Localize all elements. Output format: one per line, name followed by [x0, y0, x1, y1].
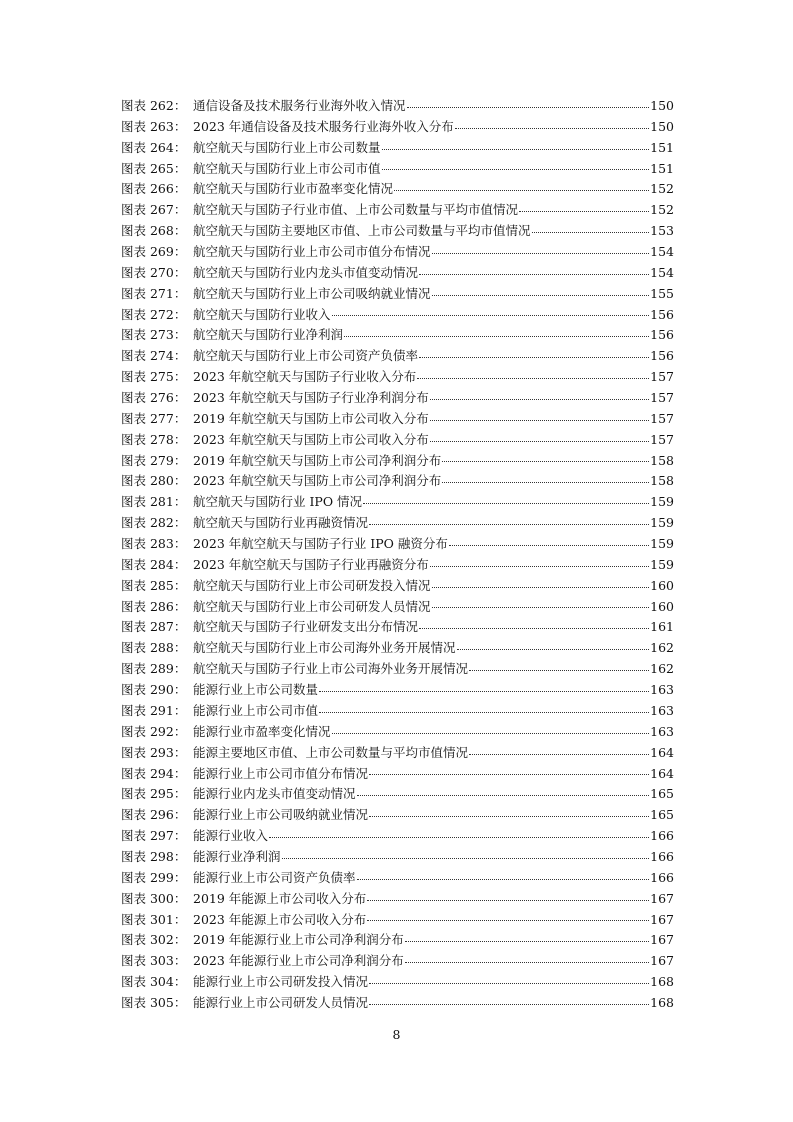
toc-entry-page: 157: [650, 390, 674, 406]
dot-leader: [532, 232, 650, 233]
toc-entry-title: 航空航天与国防行业收入: [193, 306, 331, 322]
toc-entry-label: 图表 288：: [121, 640, 187, 656]
toc-entry-label: 图表 272：: [121, 306, 187, 322]
toc-entry-title: 航空航天与国防子行业研发支出分布情况: [193, 619, 419, 635]
toc-entry-title: 2023 年通信设备及技术服务行业海外收入分布: [193, 118, 454, 134]
toc-entry-page: 162: [650, 661, 674, 677]
toc-entry[interactable]: [121, 764, 674, 785]
dot-leader: [430, 566, 649, 567]
toc-entry[interactable]: [121, 993, 674, 1014]
toc-entry[interactable]: [121, 284, 674, 305]
toc-entry-page: 168: [650, 974, 674, 990]
toc-entry-title: 航空航天与国防行业上市公司研发投入情况: [193, 577, 431, 593]
toc-entry[interactable]: [121, 513, 674, 534]
toc-entry[interactable]: [121, 325, 674, 346]
toc-entry-page: 156: [650, 306, 674, 322]
toc-entry-page: 166: [650, 869, 674, 885]
dot-leader: [419, 628, 649, 629]
toc-entry-page: 156: [650, 348, 674, 364]
toc-entry-label: 图表 264：: [121, 139, 187, 155]
toc-entry[interactable]: [121, 910, 674, 931]
toc-entry[interactable]: [121, 576, 674, 597]
toc-entry-title: 能源行业内龙头市值变动情况: [193, 786, 356, 802]
toc-entry[interactable]: [121, 659, 674, 680]
toc-entry-title: 2023 年航空航天与国防上市公司收入分布: [193, 431, 429, 447]
dot-leader: [457, 649, 650, 650]
toc-entry-page: 163: [650, 723, 674, 739]
toc-entry-title: 通信设备及技术服务行业海外收入情况: [193, 98, 406, 113]
toc-entry-page: 159: [650, 556, 674, 572]
dot-leader: [405, 962, 649, 963]
dot-leader: [432, 587, 650, 588]
toc-entry[interactable]: [121, 555, 674, 576]
toc-entry-page: 159: [650, 515, 674, 531]
toc-entry-label: 图表 277：: [121, 410, 187, 426]
table-of-figures: [121, 96, 674, 1014]
toc-entry-label: 图表 304：: [121, 974, 187, 990]
toc-entry-page: 154: [650, 244, 674, 260]
toc-entry-page: 157: [650, 431, 674, 447]
toc-entry-page: 158: [650, 452, 674, 468]
toc-entry-label: 图表 263：: [121, 118, 187, 134]
toc-entry-title: 能源行业上市公司研发人员情况: [193, 994, 369, 1010]
toc-entry-title: 2019 年航空航天与国防上市公司收入分布: [193, 410, 429, 426]
dot-leader: [432, 607, 650, 608]
toc-entry[interactable]: [121, 889, 674, 910]
toc-entry-title: 能源行业上市公司研发投入情况: [193, 974, 369, 990]
toc-entry-page: 160: [650, 598, 674, 614]
toc-entry[interactable]: [121, 951, 674, 972]
toc-entry-page: 166: [650, 848, 674, 864]
toc-entry-page: 165: [650, 786, 674, 802]
dot-leader: [449, 545, 649, 546]
toc-entry[interactable]: [121, 305, 674, 326]
toc-entry-title: 2019 年能源行业上市公司净利润分布: [193, 932, 404, 948]
toc-entry-label: 图表 299：: [121, 869, 187, 885]
toc-entry-page: 152: [650, 181, 674, 197]
toc-entry-page: 165: [650, 807, 674, 823]
toc-entry-label: 图表 287：: [121, 619, 187, 635]
toc-entry-label: 图表 292：: [121, 723, 187, 739]
toc-entry[interactable]: [121, 492, 674, 513]
toc-entry-title: 2023 年航空航天与国防子行业再融资分布: [193, 556, 429, 572]
toc-entry-title: 能源主要地区市值、上市公司数量与平均市值情况: [193, 744, 469, 760]
dot-leader: [405, 941, 649, 942]
dot-leader: [269, 837, 649, 838]
toc-entry-title: 能源行业上市公司资产负债率: [193, 869, 356, 885]
toc-entry[interactable]: [121, 96, 674, 117]
dot-leader: [344, 336, 649, 337]
toc-entry-title: 能源行业市盈率变化情况: [193, 723, 331, 739]
toc-entry-page: 167: [650, 890, 674, 906]
toc-entry-title: 2023 年航空航天与国防子行业收入分布: [193, 369, 417, 385]
toc-entry[interactable]: [121, 159, 674, 180]
dot-leader: [332, 733, 650, 734]
toc-entry-label: 图表 280：: [121, 473, 187, 489]
toc-entry-title: 航空航天与国防行业市盈率变化情况: [193, 181, 394, 197]
toc-entry-title: 能源行业上市公司吸纳就业情况: [193, 807, 369, 823]
toc-entry[interactable]: [121, 221, 674, 242]
dot-leader: [367, 900, 649, 901]
dot-leader: [332, 315, 650, 316]
toc-entry-page: 158: [650, 473, 674, 489]
toc-entry-page: 151: [650, 139, 674, 155]
dot-leader: [369, 524, 649, 525]
toc-entry-title: 2023 年航空航天与国防上市公司净利润分布: [193, 473, 442, 489]
toc-entry-title: 航空航天与国防行业上市公司资产负债率: [193, 348, 419, 364]
toc-entry-title: 航空航天与国防行业上市公司市值分布情况: [193, 244, 431, 260]
toc-entry-label: 图表 303：: [121, 953, 187, 969]
toc-entry-page: 150: [650, 98, 674, 113]
toc-entry-label: 图表 276：: [121, 390, 187, 406]
dot-leader: [469, 670, 649, 671]
dot-leader: [442, 461, 649, 462]
toc-entry-title: 航空航天与国防主要地区市值、上市公司数量与平均市值情况: [193, 223, 531, 239]
toc-entry-label: 图表 293：: [121, 744, 187, 760]
toc-entry-title: 航空航天与国防行业 IPO 情况: [193, 494, 363, 510]
dot-leader: [430, 420, 649, 421]
toc-entry[interactable]: [121, 972, 674, 993]
toc-entry-label: 图表 268：: [121, 223, 187, 239]
toc-entry-page: 164: [650, 765, 674, 781]
toc-entry-label: 图表 273：: [121, 327, 187, 343]
dot-leader: [455, 128, 649, 129]
toc-entry[interactable]: [121, 701, 674, 722]
dot-leader: [419, 274, 649, 275]
toc-entry-page: 166: [650, 828, 674, 844]
toc-entry-page: 151: [650, 160, 674, 176]
dot-leader: [319, 691, 649, 692]
toc-entry-page: 154: [650, 264, 674, 280]
toc-entry[interactable]: [121, 138, 674, 159]
toc-entry-label: 图表 274：: [121, 348, 187, 364]
dot-leader: [417, 378, 649, 379]
toc-entry[interactable]: [121, 805, 674, 826]
dot-leader: [363, 503, 649, 504]
toc-entry-title: 航空航天与国防行业上市公司海外业务开展情况: [193, 640, 456, 656]
toc-entry[interactable]: [121, 430, 674, 451]
dot-leader: [367, 920, 649, 921]
toc-entry-title: 航空航天与国防行业上市公司研发人员情况: [193, 598, 431, 614]
toc-entry-title: 2019 年航空航天与国防上市公司净利润分布: [193, 452, 442, 468]
toc-entry[interactable]: [121, 534, 674, 555]
toc-entry-title: 2023 年航空航天与国防子行业净利润分布: [193, 390, 429, 406]
toc-entry-page: 163: [650, 702, 674, 718]
toc-entry-label: 图表 295：: [121, 786, 187, 802]
toc-entry-title: 能源行业上市公司市值分布情况: [193, 765, 369, 781]
dot-leader: [382, 169, 650, 170]
toc-entry[interactable]: [121, 367, 674, 388]
toc-entry[interactable]: [121, 346, 674, 367]
toc-entry-page: 150: [650, 118, 674, 134]
toc-entry[interactable]: [121, 179, 674, 200]
toc-entry-label: 图表 298：: [121, 848, 187, 864]
toc-entry-label: 图表 269：: [121, 244, 187, 260]
toc-entry-page: 157: [650, 410, 674, 426]
toc-entry-title: 2023 年航空航天与国防子行业 IPO 融资分布: [193, 536, 448, 552]
toc-entry-page: 167: [650, 932, 674, 948]
toc-entry[interactable]: [121, 743, 674, 764]
dot-leader: [369, 774, 649, 775]
dot-leader: [394, 190, 649, 191]
toc-entry-page: 160: [650, 577, 674, 593]
toc-entry-title: 航空航天与国防子行业市值、上市公司数量与平均市值情况: [193, 202, 519, 218]
toc-entry-label: 图表 278：: [121, 431, 187, 447]
toc-entry[interactable]: [121, 200, 674, 221]
dot-leader: [442, 482, 649, 483]
toc-entry-label: 图表 270：: [121, 264, 187, 280]
toc-entry-page: 161: [650, 619, 674, 635]
dot-leader: [369, 1004, 649, 1005]
toc-entry-label: 图表 275：: [121, 369, 187, 385]
toc-entry[interactable]: [121, 409, 674, 430]
dot-leader: [319, 712, 649, 713]
dot-leader: [369, 983, 649, 984]
toc-entry-title: 能源行业收入: [193, 828, 269, 844]
dot-leader: [469, 754, 649, 755]
toc-entry-label: 图表 282：: [121, 515, 187, 531]
toc-entry[interactable]: [121, 471, 674, 492]
toc-entry-title: 2019 年能源上市公司收入分布: [193, 890, 367, 906]
toc-entry[interactable]: [121, 868, 674, 889]
toc-entry-title: 2023 年能源上市公司收入分布: [193, 911, 367, 927]
toc-entry-label: 图表 271：: [121, 285, 187, 301]
dot-leader: [369, 816, 649, 817]
toc-entry-page: 167: [650, 911, 674, 927]
toc-entry-title: 航空航天与国防行业再融资情况: [193, 515, 369, 531]
toc-entry-title: 航空航天与国防行业内龙头市值变动情况: [193, 264, 419, 280]
dot-leader: [432, 253, 650, 254]
toc-entry-label: 图表 301：: [121, 911, 187, 927]
toc-entry-label: 图表 286：: [121, 598, 187, 614]
dot-leader: [430, 399, 649, 400]
toc-entry-page: 167: [650, 953, 674, 969]
toc-entry-page: 156: [650, 327, 674, 343]
toc-entry-label: 图表 305：: [121, 994, 187, 1010]
toc-entry-page: 164: [650, 744, 674, 760]
toc-entry-title: 能源行业上市公司市值: [193, 702, 319, 718]
toc-entry[interactable]: [121, 826, 674, 847]
toc-entry-page: 152: [650, 202, 674, 218]
toc-entry[interactable]: [121, 242, 674, 263]
page-number: 8: [392, 1027, 401, 1042]
toc-entry-label: 图表 266：: [121, 181, 187, 197]
toc-entry[interactable]: [121, 722, 674, 743]
toc-entry[interactable]: [121, 638, 674, 659]
dot-leader: [430, 441, 649, 442]
toc-entry-label: 图表 289：: [121, 661, 187, 677]
dot-leader: [419, 357, 649, 358]
toc-entry-label: 图表 279：: [121, 452, 187, 468]
toc-entry[interactable]: [121, 597, 674, 618]
toc-entry-page: 163: [650, 682, 674, 698]
dot-leader: [282, 858, 650, 859]
toc-entry-page: 157: [650, 369, 674, 385]
toc-entry-title: 航空航天与国防行业上市公司数量: [193, 139, 381, 155]
toc-entry-label: 图表 262：: [121, 98, 187, 113]
toc-entry[interactable]: [121, 784, 674, 805]
toc-entry[interactable]: [121, 930, 674, 951]
toc-entry-page: 159: [650, 494, 674, 510]
toc-entry-page: 155: [650, 285, 674, 301]
toc-entry-label: 图表 294：: [121, 765, 187, 781]
toc-entry-title: 航空航天与国防行业上市公司市值: [193, 160, 381, 176]
toc-entry[interactable]: [121, 847, 674, 868]
toc-entry-label: 图表 302：: [121, 932, 187, 948]
toc-entry-title: 航空航天与国防行业上市公司吸纳就业情况: [193, 285, 431, 301]
toc-entry-label: 图表 296：: [121, 807, 187, 823]
toc-entry-label: 图表 284：: [121, 556, 187, 572]
toc-entry-page: 153: [650, 223, 674, 239]
toc-entry-title: 航空航天与国防子行业上市公司海外业务开展情况: [193, 661, 469, 677]
dot-leader: [519, 211, 649, 212]
toc-entry-label: 图表 267：: [121, 202, 187, 218]
toc-entry-label: 图表 300：: [121, 890, 187, 906]
toc-entry-title: 航空航天与国防行业净利润: [193, 327, 344, 343]
toc-entry[interactable]: [121, 263, 674, 284]
dot-leader: [357, 795, 650, 796]
toc-entry-title: 能源行业净利润: [193, 848, 281, 864]
toc-entry-label: 图表 281：: [121, 494, 187, 510]
dot-leader: [382, 149, 650, 150]
toc-entry-label: 图表 285：: [121, 577, 187, 593]
toc-entry[interactable]: [121, 117, 674, 138]
toc-entry-page: 162: [650, 640, 674, 656]
toc-entry-page: 159: [650, 536, 674, 552]
dot-leader: [432, 295, 650, 296]
toc-entry-title: 能源行业上市公司数量: [193, 682, 319, 698]
toc-entry[interactable]: [121, 617, 674, 638]
toc-entry[interactable]: [121, 680, 674, 701]
toc-entry-page: 168: [650, 994, 674, 1010]
toc-entry-label: 图表 290：: [121, 682, 187, 698]
toc-entry-label: 图表 265：: [121, 160, 187, 176]
toc-entry[interactable]: [121, 388, 674, 409]
toc-entry-label: 图表 297：: [121, 828, 187, 844]
toc-entry[interactable]: [121, 451, 674, 472]
toc-entry-title: 2023 年能源行业上市公司净利润分布: [193, 953, 404, 969]
dot-leader: [357, 879, 650, 880]
toc-entry-label: 图表 283：: [121, 536, 187, 552]
toc-entry-label: 图表 291：: [121, 702, 187, 718]
dot-leader: [407, 107, 650, 108]
